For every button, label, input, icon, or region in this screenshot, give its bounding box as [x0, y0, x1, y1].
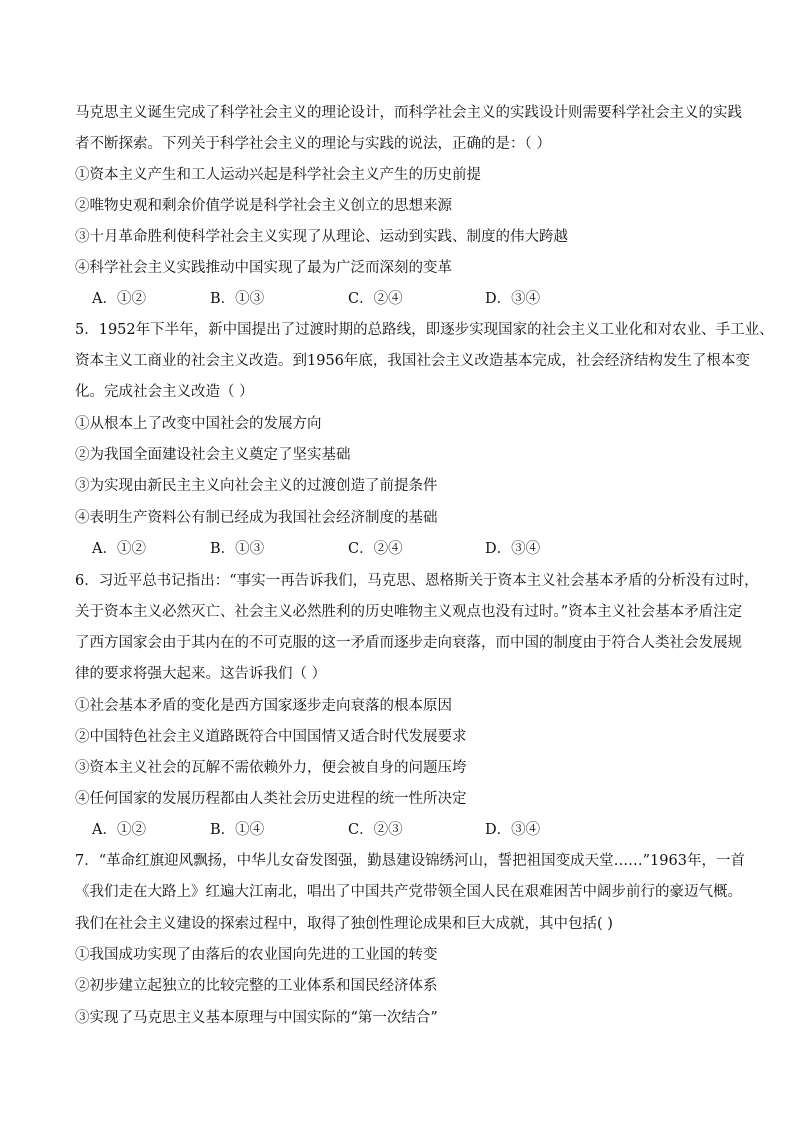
question-6-statement-4: ④任何国家的发展历程都由人类社会历史进程的统一性所决定 [75, 791, 467, 807]
question-7-statement-1: ①我国成功实现了由落后的农业国向先进的工业国的转变 [75, 947, 438, 963]
question-6-stem-line-3: 了西方国家会由于其内在的不可克服的这一矛盾而逐步走向衰落，而中国的制度由于符合人类社会发展规 [75, 635, 742, 651]
question-6-stem-line-4: 律的要求将强大起来。这告诉我们（ ） [75, 666, 327, 682]
question-5-option-a: A．①② [92, 541, 146, 557]
question-4-option-c: C．②④ [348, 291, 403, 307]
question-6-option-c: C．②③ [348, 822, 403, 838]
question-5-stem-line-2: 资本主义工商业的社会主义改造。到1956年底，我国社会主义改造基本完成，社会经济结构发生了根本变 [75, 353, 750, 369]
question-6-statement-3: ③资本主义社会的瓦解不需依赖外力，便会被自身的问题压垮 [75, 760, 467, 776]
question-4-option-a: A．①② [92, 291, 146, 307]
question-4-statement-4: ④科学社会主义实践推动中国实现了最为广泛而深刻的变革 [75, 260, 452, 276]
question-7-statement-3: ③实现了马克思主义基本原理与中国实际的“第一次结合” [75, 1010, 438, 1026]
question-4-option-b: B．①③ [210, 291, 265, 307]
question-6-statement-1: ①社会基本矛盾的变化是西方国家逐步走向衰落的根本原因 [75, 698, 452, 714]
question-7-stem-line-2: 《我们走在大路上》红遍大江南北，唱出了中国共产党带领全国人民在艰难困苦中阔步前行的豪迈气概。 [75, 884, 742, 900]
question-6-option-d: D．③④ [485, 822, 541, 838]
question-5-statement-4: ④表明生产资料公有制已经成为我国社会经济制度的基础 [75, 510, 438, 526]
question-6-stem-line-2: 关于资本主义必然灭亡、社会主义必然胜利的历史唯物主义观点也没有过时。”资本主义社会基本矛盾注定 [75, 604, 743, 620]
question-4-stem-line-2: 者不断探索。下列关于科学社会主义的理论与实践的说法，正确的是：（ ） [75, 136, 551, 152]
question-5-statement-1: ①从根本上了改变中国社会的发展方向 [75, 416, 322, 432]
question-7-stem-line-1: 7．“革命红旗迎风飘扬，中华儿女奋发图强，勤恳建设锦绣河山，誓把祖国变成天堂……”1963年，一首 [75, 853, 745, 869]
question-4-statement-3: ③十月革命胜利使科学社会主义实现了从理论、运动到实践、制度的伟大跨越 [75, 229, 568, 245]
question-6-option-b: B．①④ [210, 822, 265, 838]
question-5-option-c: C．②④ [348, 541, 403, 557]
question-4-statement-2: ②唯物史观和剩余价值学说是科学社会主义创立的思想来源 [75, 198, 452, 214]
question-5-statement-3: ③为实现由新民主主义向社会主义的过渡创造了前提条件 [75, 478, 438, 494]
question-5-statement-2: ②为我国全面建设社会主义奠定了坚实基础 [75, 447, 351, 463]
question-5-option-b: B．①③ [210, 541, 265, 557]
question-6-stem-line-1: 6．习近平总书记指出：“事实一再告诉我们，马克思、恩格斯关于资本主义社会基本矛盾的分析没有过时， [75, 573, 759, 589]
question-5-stem-line-1: 5．1952年下半年，新中国提出了过渡时期的总路线，即逐步实现国家的社会主义工业化和对农业、手工业、 [75, 322, 774, 338]
question-5-stem-line-3: 化。完成社会主义改造（ ） [75, 384, 254, 400]
question-5-option-d: D．③④ [485, 541, 541, 557]
question-4-option-d: D．③④ [485, 291, 541, 307]
question-4-stem-line-1: 马克思主义诞生完成了科学社会主义的理论设计，而科学社会主义的实践设计则需要科学社会主义的实践 [75, 105, 742, 121]
question-4-statement-1: ①资本主义产生和工人运动兴起是科学社会主义产生的历史前提 [75, 167, 481, 183]
question-7-statement-2: ②初步建立起独立的比较完整的工业体系和国民经济体系 [75, 978, 438, 994]
question-7-stem-line-3: 我们在社会主义建设的探索过程中，取得了独创性理论成果和巨大成就，其中包括( ) [75, 916, 613, 932]
question-6-option-a: A．①② [92, 822, 146, 838]
question-6-statement-2: ②中国特色社会主义道路既符合中国国情又适合时代发展要求 [75, 729, 467, 745]
